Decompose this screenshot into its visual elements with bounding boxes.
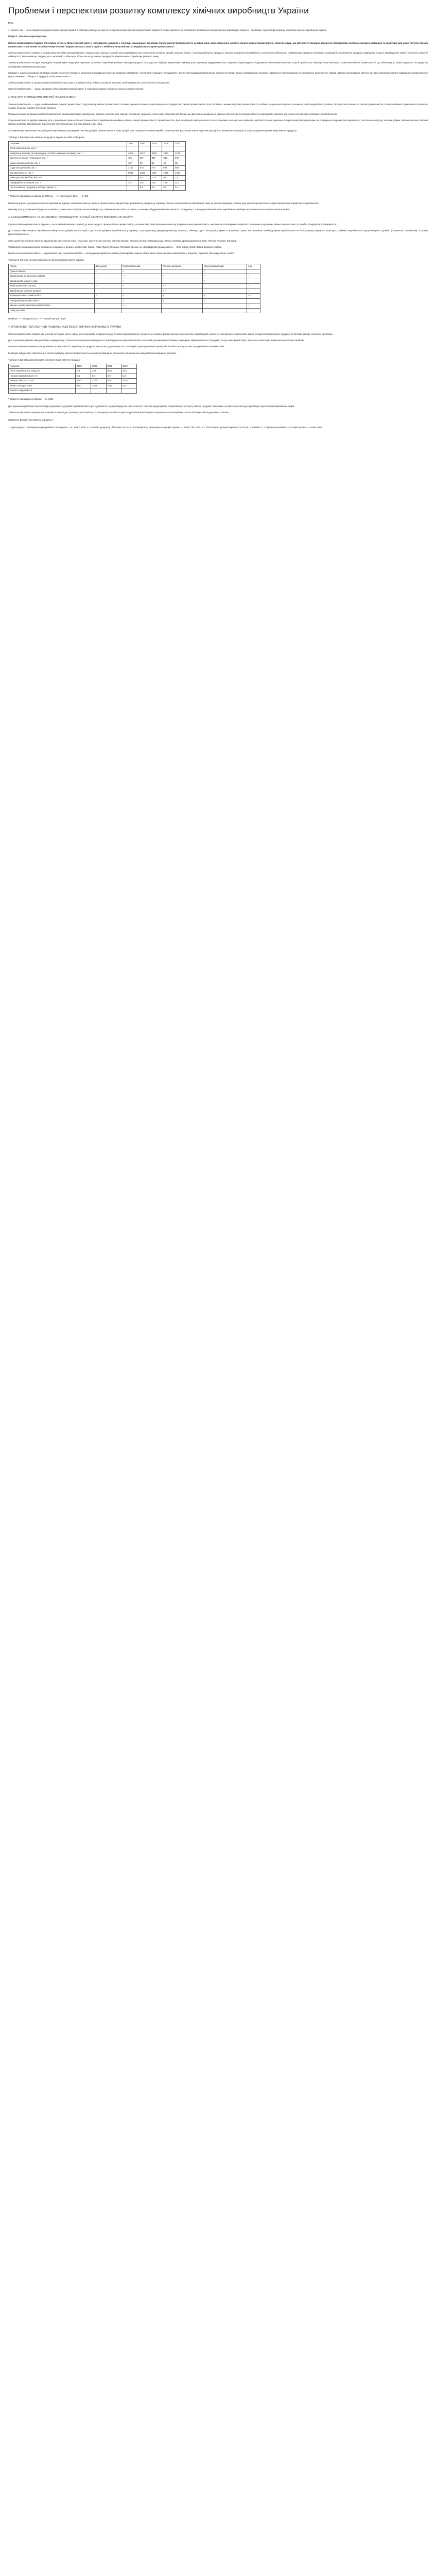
paragraph: Фармацевтична промисловість розміщена переважно у великих містах: Київ, Харків, Львів, Одеса, Луганськ, Житомир, Кременчук. Лакофарбова промисловість — Київ, Одеса, Львів, Харків, Дніпропетровськ. — [8, 245, 222, 248]
table-header-cell: 1990 — [127, 141, 139, 146]
table-cell: Виробництво кислот і соди — [9, 279, 95, 284]
table-cell: 112 — [174, 180, 186, 185]
table-header-cell: Показник — [9, 364, 76, 369]
table-cell: Побутова хімія — [9, 308, 95, 313]
plan-list: 1. Сутність хім – та екз.Сировинна промисловість хімічної Україна 2. Фактори розміщення хімічної й Сировина база Хімічної промисловості України 3. Склад комплексу та особливості розміщення галузей хімічних виробництв України 4. Проблеми і перспективи розвитку комплексу хімічних виробництв України — [8, 29, 327, 32]
section-4-heading: 4. ПРОБЛЕМИ І ПЕРСПЕКТИВИ РОЗВИТКУ КОМПЛЕКСУ ХІМІЧНИХ ВИРОБНИЦТВ УКРАЇНИ — [8, 326, 121, 329]
table-cell: 5,7 — [91, 374, 106, 379]
table-header-cell: 2005 — [91, 364, 106, 369]
table-cell: Експорт, млн дол. США — [9, 379, 76, 384]
table-header-cell: Причорноморський — [202, 264, 247, 269]
table-cell: 1697 — [150, 171, 162, 176]
table-cell: 592 — [174, 166, 186, 171]
table-cell: + — [121, 284, 162, 289]
paragraph: Для вирішення проблем галузі необхідна державна підтримка: податкові пільги для підприємств, що впроваджують нові технології, пільгове кредитування, стимулювання експорту хімічної продукції. Важливим є розвиток науково-дослідної бази, підготовка кваліфікованих кадрів. — [8, 404, 295, 408]
table-header-row — [9, 364, 137, 369]
section-1-summary: Хімічна промисловість України. Об'єктивна сутність. Місце хімічної галузі у господарстві, значення у структурі національної економіки. Галузі хімічної промисловості: основна хімія, хімія органічного синтезу, гірничо-хімічна промисловість. Хімія як галузь, що забезпечує хімізацію народного господарства, постачає сировину, матеріали та продукцію для інших галузей. Хімічна промисловість має великі потреби в енергетичних і водних ресурсах, вона є однією з найбільш енергомістких та водомістких галузей промисловості. — [8, 41, 428, 48]
table-row — [9, 185, 186, 191]
table-cell: + + — [247, 294, 260, 299]
table-3-caption: Таблиця 3 Динаміка виробництва основних видів хімічної продукції — [8, 358, 81, 361]
table-cell: Кількість підприємств — [9, 388, 76, 394]
table-cell: Гірничо-хімічна — [9, 269, 95, 274]
table-cell: 101 — [138, 180, 150, 185]
table-cell: 427 — [127, 180, 139, 185]
table-cell: + — [121, 298, 162, 303]
table-cell: 2745 — [91, 379, 106, 384]
table-cell — [94, 308, 121, 313]
table-header-cell: 2010 — [121, 364, 137, 369]
paragraph: Гумово-технічна промисловість — виробництво шин та гумових виробів — зосереджена в Дніпропетровську, Білій Церкві, Харкові, Одесі, Києві. Хімічні волокна виробляють у Черкасах, Чернігові, Житомирі, Києві, Сокалі. — [8, 252, 235, 255]
table-cell: Хімічні волокна і нитки, тис. т — [9, 161, 127, 166]
table-cell: 2360 — [150, 151, 162, 156]
table-row — [9, 171, 186, 176]
table-cell: + — [247, 289, 260, 294]
table-cell: 9,8 — [76, 369, 91, 374]
table-cell: 1355 — [138, 171, 150, 176]
table-cell — [162, 269, 203, 274]
table-cell: 1941 — [76, 383, 91, 388]
table-row — [9, 279, 260, 284]
table-cell — [94, 303, 121, 309]
table-cell: 6,1 — [76, 374, 91, 379]
table-cell: Хімія органічного синтезу — [9, 284, 95, 289]
table-cell: + + — [121, 303, 162, 309]
table-cell: Синтетичні смоли і пластмаси, тис. т — [9, 156, 127, 161]
table-cell: 9,3 — [138, 176, 150, 181]
table-cell: 5,2 — [121, 374, 137, 379]
table-cell: 5,4 — [174, 185, 186, 191]
table-cell — [91, 388, 106, 394]
table-cell — [121, 289, 162, 294]
table-cell: Імпорт, млн дол. США — [9, 383, 76, 388]
table-row — [9, 151, 186, 156]
section-2-heading: 2. ФАКТОРИ РОЗМІЩЕННЯ ХІМІЧНОЇ ПРОМИСЛОВОСТІ — [8, 95, 78, 99]
table-row — [9, 308, 260, 313]
table-cell: + — [202, 294, 247, 299]
table-cell: + — [162, 298, 203, 303]
table-cell: 11,9 — [150, 176, 162, 181]
table-cell: + — [94, 298, 121, 303]
plan-label: План — [8, 22, 14, 24]
table-cell: Обсяг виробництва, млн. т — [9, 146, 127, 151]
table-row — [9, 176, 186, 181]
table-cell — [106, 388, 121, 394]
table-row — [9, 289, 260, 294]
table-cell — [247, 269, 260, 274]
table-cell: Сірчана кислота, тис. т — [9, 171, 127, 176]
table-cell: 707 — [150, 166, 162, 171]
table-header-cell: 2005 — [150, 141, 162, 146]
table-cell: + + — [121, 274, 162, 279]
table-cell: + + — [162, 289, 203, 294]
table-cell: 1151 — [127, 166, 139, 171]
table-cell: + — [121, 269, 162, 274]
table-cell: 674 — [162, 166, 174, 171]
table-header-cell: 2000 — [138, 141, 150, 146]
paragraph: Хімічна промисловість України має значний потенціал для розвитку. Реалізація цього потенціалу можлива за умов модернізації виробництва, впровадження інноваційних технологій і ефективної державної політики. — [8, 411, 230, 414]
table-2 — [8, 264, 260, 313]
table-cell: Сода кальцинована, тис. т — [9, 166, 127, 171]
table-cell: + — [94, 294, 121, 299]
table-cell: 6,3 — [150, 185, 162, 191]
table-cell: Мінеральні добрива (в перерахунку на 100% поживних речовин), тис. т — [9, 151, 127, 156]
paragraph: Хімія органічного синтезу включає виробництво синтетичних смол і пластмас, синтетичного каучуку, хімічних волокон. Основні центри: Сєвєродонецьк, Калуш, Горлівка, Дніпродзержинськ, Київ, Чернігів, Черкаси, Житомир. — [8, 239, 237, 242]
table-cell — [76, 388, 91, 394]
table-cell: + — [121, 279, 162, 284]
paragraph: Хімічна промисловість у промисловому комплексі посідає одне з провідних місць. Рівень її розвитку визначає технічний прогрес у всіх галузях господарства. — [8, 81, 170, 84]
table-cell — [127, 146, 139, 151]
table-cell: 6317 — [121, 383, 137, 388]
table-cell: 279 — [174, 156, 186, 161]
table-row — [9, 303, 260, 309]
document-page — [0, 0, 436, 437]
table-cell: 673 — [138, 166, 150, 171]
table-row — [9, 298, 260, 303]
table-row — [9, 161, 186, 166]
table-header-cell: Інші — [247, 264, 260, 269]
paragraph: Сировинний фактор відіграє важливу роль у розміщенні гірничо-хімічної промисловості, виробництва калійних добрив, содової промисловості, сірчаної кислоти. Для виробництв хімії органічного синтезу важливе значення має наявність нафтової і газової сировини. Енергетичний фактор впливає на розміщення енергомістких виробництв: синтетичного каучуку, азотних добрив, хімічних волокон. Водний фактор особливо важливий для виробництва хімічних волокон, азотних добрив, соди тощо. — [8, 119, 428, 126]
table-cell: 40 — [138, 161, 150, 166]
table-row — [9, 369, 137, 374]
table-row — [9, 294, 260, 299]
table-cell: Лакофарбова промисловість — [9, 298, 95, 303]
table-cell: 381 — [162, 156, 174, 161]
section-1-heading: Розділ 1. Загальна характеристика — [8, 35, 47, 38]
table-2-note: Примітка: + — підприємства, + + — основні центри галузі — [8, 317, 66, 320]
table-cell: 1782 — [76, 379, 91, 384]
table-cell: + — [202, 298, 247, 303]
paragraph: Споживчий фактор впливає на розміщення виробництва фосфорних і азотних добрив, сірчаної кислоти, лаків і фарб, шин та гумово-технічних виробів. Транспортний фактор має вплив через високу вартість перевезень і складності транспортування деяких видів хімічної продукції. — [8, 129, 297, 132]
table-cell: 2350 — [162, 151, 174, 156]
table-row — [9, 374, 137, 379]
table-cell: Частка хімічної продукції в експорті країни, % — [9, 185, 127, 191]
table-cell: 2017 — [138, 151, 150, 156]
table-cell — [202, 289, 247, 294]
table-cell — [162, 303, 203, 309]
table-cell: 781 — [127, 156, 139, 161]
paragraph: До основної хімії належать виробництва мінеральних добрив, кислот, лугів, соди. Азотні добрива виробляються у Горлівці, Сєвєродонецьку, Дніпродзержинську, Черкасах, Рівному, Одесі. Фосфорні добрива — у Вінниці, Сумах, Костянтинівці. Калійні добрива виробляються на базі родовищ Прикарпаття (Калуш, Стебник). Виробництво соди розміщене в Донбасі (Слов'янськ, Лисичанськ) і в Криму (Красноперекопськ). — [8, 229, 428, 236]
table-cell: Шинна і гумово-технічна промисловість — [9, 303, 95, 309]
table-cell — [127, 185, 139, 191]
paragraph: Важливу роль у розміщенні підприємств хімічної промисловості відіграє екологічний фактор. Хімічна промисловість є одним з основних забруднювачів навколишнього середовища. Тому при розміщенні нових виробництв необхідно враховувати екологічну ситуацію в регіоні. — [8, 208, 290, 211]
table-1-caption: Таблиця 1 Виробництво хімічної продукції в Україні за 1990–2010 роки — [8, 135, 84, 139]
table-cell: 142 — [162, 180, 174, 185]
table-row — [9, 166, 186, 171]
table-cell — [247, 298, 260, 303]
table-row — [9, 383, 137, 388]
paragraph: Для подолання кризових явищ необхідні: модернізація і технічне переоснащення підприємств; впровадження енергозберігаючих технологій; розширення асортименту продукції; підвищення якості продукції; пошук нових ринків збуту; залучення інвестицій; вирішення екологічних проблем. — [8, 339, 304, 342]
paragraph: Сучасна хімічна промисловість України — це складний комплекс галузей, до якого входять: гірничо-хімічна промисловість, основна хімія, хімія органічного синтезу, фармацевтична промисловість, виробництво полімерних матеріалів. Основними осередками хімічної промисловості є Донбас, Придніпров'я, Прикарпаття. — [8, 223, 337, 226]
paragraph: Хімічна промисловість — одна з найважливіших галузей промисловості. Від розвитку хімічної промисловості залежить розвиток інших галузей народного господарства. Хімічна промисловість тісно пов'язана з іншими галузями промисловості, особливо з чорною металургією, паливною, нафтопереробною, газовою, лісовою, текстильною та легкою промисловістю. Розвиток хімічної промисловості визначає основні тенденції науково-технічного прогресу. — [8, 103, 428, 109]
table-cell: + — [162, 294, 203, 299]
table-cell: 122 — [150, 180, 162, 185]
table-cell: + — [94, 269, 121, 274]
table-cell — [138, 146, 150, 151]
section-3-heading: 3. СКЛАД КОМПЛЕКСУ ТА ОСОБЛИВОСТІ РОЗМІЩЕННЯ ГАЛУЗЕЙ ХІМІЧНИХ ВИРОБНИЦТВ УКРАЇНИ — [8, 216, 134, 219]
table-2-caption: Таблиця 2 Основні центри розміщення хімічної промисловості України — [8, 259, 84, 262]
table-cell: 24,6 — [91, 369, 106, 374]
table-cell: 2104 — [174, 151, 186, 156]
table-cell: + — [247, 274, 260, 279]
table-header-cell: 2000 — [76, 364, 91, 369]
table-cell: 1599 — [162, 171, 174, 176]
table-cell: 3125 — [121, 379, 137, 384]
table-header-cell: Галузь — [9, 264, 95, 269]
table-row — [9, 180, 186, 185]
table-cell: 42 — [162, 161, 174, 166]
paragraph: Вирішальну роль у розміщенні хімічних виробництв відіграє сировинний фактор. Хімічна промисловість використовує різноманітну мінеральну сировину. Значна частина хімічних виробництв тяжіє до джерел сировини і палива. Для хімічної промисловості характерна велика водомісткість виробництва. — [8, 201, 319, 205]
table-header-cell: 2010 — [174, 141, 186, 146]
table-cell: + — [202, 274, 247, 279]
document-title: Проблеми і перспективи розвитку комплексу хімічних виробництв України — [8, 6, 309, 15]
sources-heading: СПИСОК ВИКОРИСТАНИХ ДЖЕРЕЛ — [8, 419, 53, 422]
table-cell — [202, 303, 247, 309]
table-cell — [94, 289, 121, 294]
table-cell — [162, 146, 174, 151]
table-cell: Виробництво хімічних волокон — [9, 289, 95, 294]
table-cell — [202, 308, 247, 313]
table-cell: 54 — [150, 161, 162, 166]
table-cell: Фармацевтична промисловість — [9, 294, 95, 299]
table-cell: + — [162, 274, 203, 279]
sources-list: 1. Дорогунцов С.І. Розміщення продуктивних сил України. — К.: КНЕУ, 2000. 2. Economic geography of Ukraine / ed. by. 3. Заставний Ф.Д. Економічна географія України. — Львів: Світ, 2000. 4. Статистичний щорічник України за 2010 рік. 5. Шаблій О.І. Соціально-економічна географія України. — Львів, 2001. — [8, 426, 323, 429]
paragraph: Хімічна промисловість як одна з провідних галузей важкої індустрії є науковою, технічною і виробничою базою хімізації народного господарства і відіграє надзвичайно важливу роль у розвитку продуктивних сил, зміцненні обороноздатності держави й забезпеченні життєвих потреб суспільства. Хімізація тісно пов'язана з розвитком хімічної промисловості, що забезпечує усі галузі народного господарства необхідними хімічними матеріалами. — [8, 61, 428, 68]
table-cell: 1448 — [174, 171, 186, 176]
table-header-cell: Донецький — [94, 264, 121, 269]
table-cell: 35 — [174, 161, 186, 166]
table-cell: Шини для автомобілів, млн. шт — [9, 176, 127, 181]
table-cell: + + — [162, 284, 203, 289]
table-cell: + + — [94, 279, 121, 284]
table-row — [9, 284, 260, 289]
table-row — [9, 269, 260, 274]
paragraph: Пріоритетними напрямами розвитку хімічної промисловості є виробництво продукції з високою доданою вартістю: полімерів, фармацевтичних препаратів, засобів захисту рослин, продуктів малотоннажної хімії. — [8, 345, 225, 348]
table-cell — [162, 308, 203, 313]
table-1-note: * Статистичний щорічник України за 2010 рік. — К.: Консультант, 2011. — С. 102. — [8, 194, 89, 197]
table-cell: 5,9 — [106, 374, 121, 379]
table-3 — [8, 364, 137, 394]
table-cell: + + — [94, 284, 121, 289]
table-cell — [247, 279, 260, 284]
table-cell: Виробництво мінеральних добрив — [9, 274, 95, 279]
table-cell: + — [202, 269, 247, 274]
table-header-cell: Показник — [9, 141, 127, 146]
table-cell: 5021 — [127, 171, 139, 176]
table-row — [9, 379, 137, 384]
table-1 — [8, 141, 186, 191]
table-cell — [247, 308, 260, 313]
table-cell: 4328 — [91, 383, 106, 388]
table-cell — [121, 308, 162, 313]
table-cell: 7,8 — [174, 176, 186, 181]
table-header-row — [9, 141, 186, 146]
table-cell: 5,8 — [138, 185, 150, 191]
table-header-cell: 2008 — [106, 364, 121, 369]
paragraph: Хімізація є одним із головних напрямків науково-технічного прогресу, процесом впровадження хімічних продуктів, матеріалів і технологій у народне господарство з метою інтенсифікації виробництва, скорочення витрат праці й матеріальних ресурсів, підвищення якості продукції та розширення асортименту товарів. Широке застосування хімічних методів і матеріалів сприяє підвищенню продуктивності праці, зниженню собівартості продукції, поліпшенню її якості. — [8, 71, 428, 78]
table-cell: 12,7 — [127, 176, 139, 181]
table-cell: + — [247, 303, 260, 309]
table-cell: Лакофарбові матеріали, тис. т — [9, 180, 127, 185]
table-cell: 33,9 — [121, 369, 137, 374]
table-cell: 157 — [127, 161, 139, 166]
table-header-cell: Придніпровський — [121, 264, 162, 269]
table-cell — [150, 146, 162, 151]
paragraph: Хімічна промисловість — одна з провідних галузей важкої промисловості. Її структура складна та включає кілька основних галузей. — [8, 88, 144, 91]
table-cell — [202, 284, 247, 289]
paragraph: Розміщення хімічної промисловості обумовлюється такими факторами: сировинний, паливно-енергетичний, водний, споживчий, трудовий, екологічний, транспортний. Вплив цих факторів на розміщення окремих галузей хімічної промисловості неоднаковий і залежить від техніко-економічних особливостей виробництва. — [8, 113, 338, 116]
table-cell: 267 — [138, 156, 150, 161]
table-header-cell: 2008 — [162, 141, 174, 146]
table-cell: + — [247, 284, 260, 289]
paragraph: Хімічна промисловість України має значний потенціал, проте наразі вона переживає складний період. Основні проблеми галузі: зношеність основних фондів, висока енергомісткість виробництва, залежність від імпорту енергоносіїв, низька конкурентоспроможність продукції на світових ринках, екологічні проблеми. — [8, 333, 333, 336]
table-cell: 9,5 — [162, 176, 174, 181]
table-cell — [162, 279, 203, 284]
table-cell: + — [121, 294, 162, 299]
table-cell: Обсяг виробництва, млрд грн — [9, 369, 76, 374]
table-cell: 4815 — [127, 151, 139, 156]
table-header-row — [9, 264, 260, 269]
table-cell — [121, 388, 137, 394]
paragraph: Хімічна промисловість України в умовах ринку потребує реструктуризації і модернізації, оскільки сьогодні вона характеризується зношеністю основних фондів, високою енерго- і матеріаломісткістю продукції, низькою конкурентоспроможністю, екологічною небезпекою. Найважливіші завдання полягають у розширенні асортименту продукції, підвищенні її якості, впровадженні нових технологій, зниженні собівартості. Вирішення цих завдань дасть можливість збільшити обсяги експорту хімічної продукції та задовольнити потреби внутрішнього ринку. — [8, 52, 428, 58]
table-row — [9, 156, 186, 161]
table-row — [9, 146, 186, 151]
paragraph: Головним завданням є забезпечення сталого розвитку хімічної промисловості на основі інноваційних технологій і раціонального використання природних ресурсів. — [8, 351, 177, 354]
table-cell: + — [202, 279, 247, 284]
table-cell: 5,9 — [162, 185, 174, 191]
table-cell: Частка в промисловості, % — [9, 374, 76, 379]
table-row — [9, 388, 137, 394]
table-cell: 330 — [150, 156, 162, 161]
table-3-note: * Статистичний щорічник України. — К., 2011. — [8, 397, 54, 400]
table-row — [9, 274, 260, 279]
table-cell: 4237 — [106, 379, 121, 384]
table-header-cell: Північно-західний — [162, 264, 203, 269]
table-cell: 38,4 — [106, 369, 121, 374]
table-cell: 7512 — [106, 383, 121, 388]
table-cell — [174, 146, 186, 151]
table-cell: + + — [94, 274, 121, 279]
